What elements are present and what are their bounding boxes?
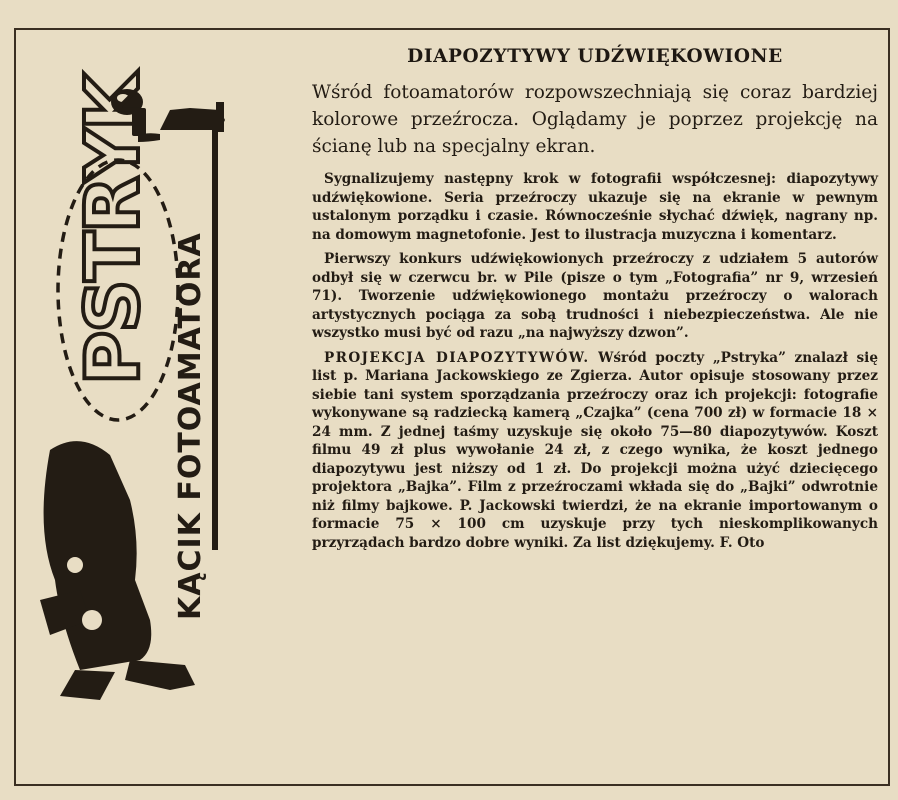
strap-line xyxy=(212,130,218,550)
section-runin-heading: PROJEKCJA DIAPOZYTYWÓW. xyxy=(324,349,590,366)
article xyxy=(312,46,878,558)
article-paragraph-3 xyxy=(312,349,878,553)
article-headline: DIAPOZYTYWY UDŹWIĘKOWIONE xyxy=(407,46,783,67)
author-signature: F. Oto xyxy=(719,534,765,551)
pstryk-column-logo xyxy=(20,60,320,760)
frame-top-rule xyxy=(14,28,890,30)
article-paragraph-2: Pierwszy konkurs udźwiękowionych przeźroczy z udziałem 5 autorów odbył się w czerwcu br. w Pile (pisze o tym „Fotografia” nr 9, wrzesień 71). Tworzenie udźwiękowionego montażu przeźroczy o walorach artystycznych pociąga za sobą trudności i niebezpieczeństwa. Ale nie wszystko musi być od razu „na najwyższy dzwon”. xyxy=(312,251,878,341)
photographer-figure-illustration xyxy=(40,441,195,700)
frame-bottom-rule xyxy=(14,784,890,786)
frame-left-rule xyxy=(14,28,16,786)
article-paragraph-3-text: Wśród poczty „Pstryka” znalazł się list p. Mariana Jackowskiego ze Zgierza. Autor opisuje stosowany przez siebie tani system sporządzania przeźroczy oraz ich projekcji: fotografie wykonywane są radziecką kamerą „Czajka” (cena 700 zł) w formacie 18 × 24 mm. Z jednej taśmy uzyskuje się około 75—80 diapozytywów. Koszt filmu 49 zł plus wywołanie 24 zł, z czego wynika, że koszt jednego diapozytywu jest niższy od 1 zł. Do projekcji można użyć dziecięcego projektora „Bajka”. Film z przeźroczami wkłada się do „Bajki” odwrotnie niż filmy bajkowe. P. Jackowski twierdzi, że na ekranie importowanym o formacie 75 × 100 cm uzyskuje przy tych nieskomplikowanych przyrządach bardzo dobre wyniki. Za list dziękujemy. xyxy=(312,349,878,551)
article-paragraph-1: Sygnalizujemy następny krok w fotografii współczesnej: diapozytywy udźwiękowione. Seria przeźroczy ukazuje się na ekranie w pewnym ustalonym porządku i czasie. Równocześnie słychać dźwięk, nagrany np. na domowym magnetofonie. Jest to ilustracja muzyczna i komentarz. xyxy=(312,171,878,243)
article-lead: Wśród fotoamatorów rozpowszechniają się coraz bardziej kolorowe przeźrocza. Oglądamy je poprzez projekcję na ścianę lub na specjalny ekran. xyxy=(312,82,878,157)
kacik-fotoamatora-caption: KĄCIK FOTOAMATORA xyxy=(173,232,208,620)
frame-right-rule xyxy=(888,28,890,786)
pstryk-title-lettering: PSTRYK xyxy=(70,75,156,385)
